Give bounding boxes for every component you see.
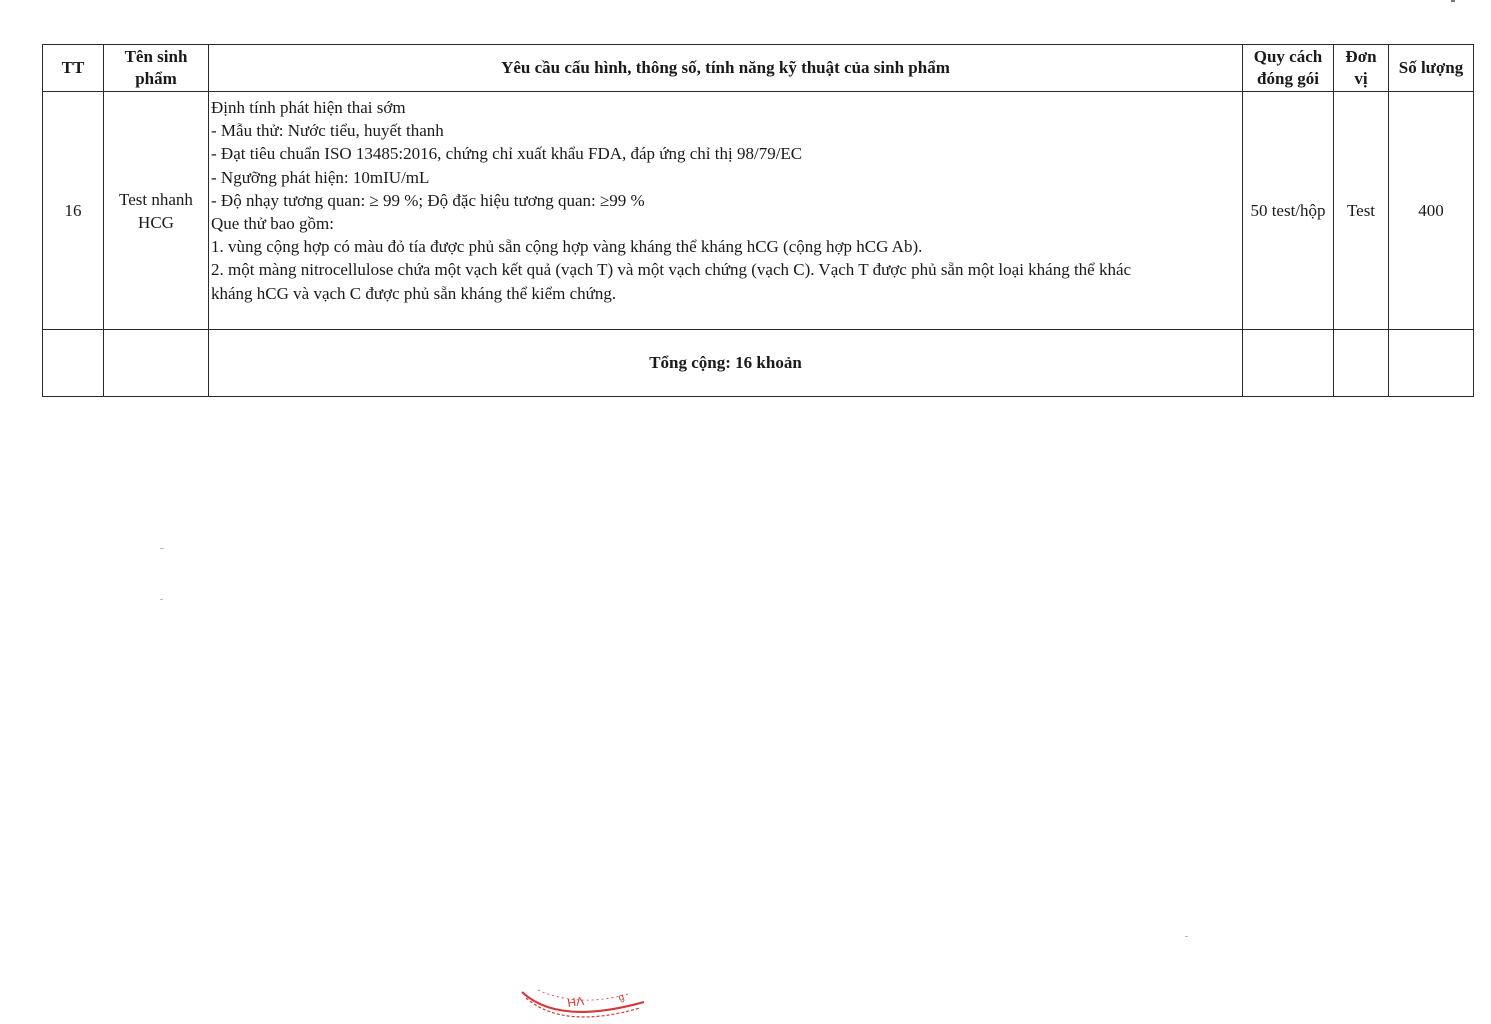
total-cell-empty	[104, 330, 209, 397]
header-packaging-text: Quy cách đóng gói	[1253, 47, 1323, 88]
cell-packaging: 50 test/hộp	[1243, 92, 1334, 330]
cell-tt: 16	[43, 92, 104, 330]
cell-requirements	[209, 92, 1243, 330]
product-name-line1: Test nhanh	[119, 189, 193, 209]
requirement-line: - Độ nhạy tương quan: ≥ 99 %; Độ đặc hiệu tương quan: ≥99 %	[211, 190, 645, 210]
table-header-row	[43, 45, 1474, 92]
total-cell-empty	[1243, 330, 1334, 397]
requirement-line: 1. vùng cộng hợp có màu đỏ tía được phủ sẵn cộng hợp vàng kháng thể kháng hCG (cộng hợp hCG Ab).	[211, 237, 923, 257]
header-product-name-text: Tên sinh phẩm	[124, 47, 188, 88]
red-seal-stamp	[518, 978, 650, 1024]
requirement-line: - Mẫu thử: Nước tiểu, huyết thanh	[211, 121, 444, 141]
total-cell-empty	[1389, 330, 1474, 397]
cell-quantity: 400	[1389, 92, 1474, 330]
total-label: Tổng cộng: 16 khoản	[209, 330, 1243, 397]
requirement-line: kháng hCG và vạch C được phủ sẵn kháng thể kiểm chứng.	[211, 283, 617, 303]
header-unit	[1334, 45, 1389, 92]
requirement-line: - Ngưỡng phát hiện: 10mIU/mL	[211, 167, 430, 187]
header-tt: TT	[43, 45, 104, 92]
header-requirements: Yêu cầu cấu hình, thông số, tính năng kỹ thuật của sinh phẩm	[209, 45, 1243, 92]
svg-text:g: g	[616, 991, 626, 1004]
requirement-line: 2. một màng nitrocellulose chứa một vạch kết quả (vạch T) và một vạch chứng (vạch C). Vạch T được phủ sẵn một loại kháng thể khác	[211, 260, 1132, 280]
header-quantity: Số lượng	[1389, 45, 1474, 92]
total-cell-empty	[43, 330, 104, 397]
scan-speck	[160, 599, 163, 600]
specification-table	[42, 44, 1474, 397]
table-row	[43, 92, 1474, 330]
scan-speck	[160, 548, 164, 549]
cell-unit: Test	[1334, 92, 1389, 330]
requirement-line: Định tính phát hiện thai sớm	[211, 98, 406, 117]
header-product-name	[104, 45, 209, 92]
svg-text:VH: VH	[566, 993, 585, 1010]
product-name-line2: HCG	[138, 212, 174, 232]
header-packaging	[1243, 45, 1334, 92]
total-cell-empty	[1334, 330, 1389, 397]
header-unit-text: Đơn vị	[1345, 47, 1377, 88]
scan-mark	[1451, 0, 1455, 2]
scan-speck	[1185, 936, 1188, 937]
total-row	[43, 330, 1474, 397]
cell-product-name	[104, 92, 209, 330]
requirement-line: - Đạt tiêu chuẩn ISO 13485:2016, chứng chỉ xuất khẩu FDA, đáp ứng chỉ thị 98/79/EC	[211, 144, 803, 164]
requirement-line: Que thử bao gồm:	[211, 214, 335, 234]
